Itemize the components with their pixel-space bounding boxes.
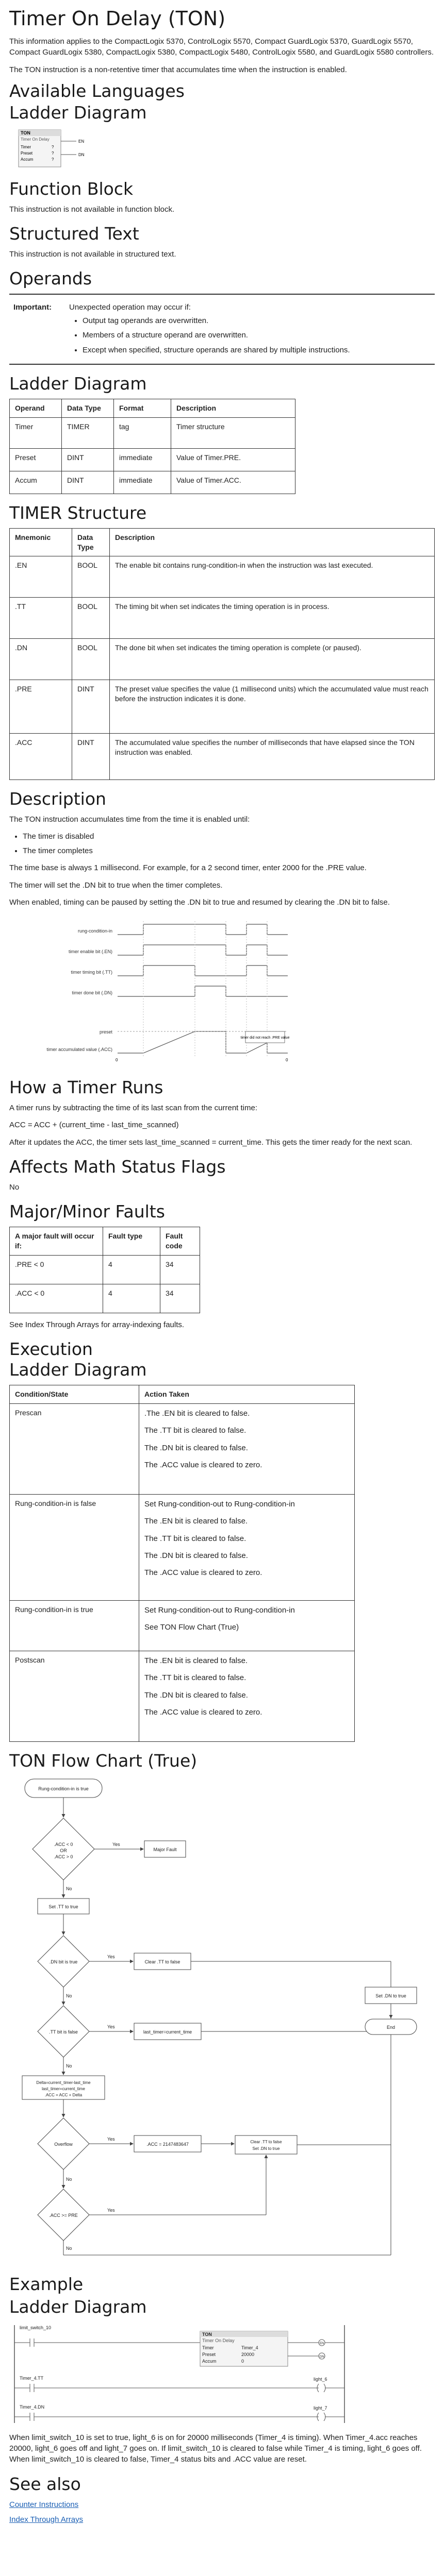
table-header: Format — [114, 399, 171, 417]
table-row — [10, 471, 295, 494]
link-index-through-arrays[interactable]: Index Through Arrays — [9, 2515, 84, 2524]
table-row — [10, 1255, 200, 1284]
description-text: The TON instruction accumulates time from the time it is enabled until: — [9, 815, 250, 824]
table-header: Fault code — [160, 1227, 200, 1256]
action-text: The .TT bit is cleared to false. — [144, 1534, 246, 1543]
table-cell: The timing bit when set indicates the timing operation is in process. — [110, 598, 435, 639]
ton-block-row-preset-value: ? — [52, 150, 54, 156]
flow-clear-tt-set-dn — [235, 2136, 297, 2154]
table-cell: .TT — [10, 598, 72, 639]
table-row — [10, 1600, 355, 1651]
table-cell: The done bit when set indicates the timing operation is complete (or paused). — [110, 639, 435, 680]
flow-decision-overflow-label: Overflow — [54, 2141, 73, 2147]
table-header: Action Taken — [139, 1385, 355, 1404]
example-heading: Example — [9, 2274, 84, 2294]
ton-block-title: TON — [21, 130, 30, 135]
action-text: The .TT bit is cleared to false. — [144, 1426, 246, 1435]
table-cell: Prescan — [10, 1403, 139, 1494]
action-text: The .EN bit is cleared to false. — [144, 1656, 248, 1665]
table-cell: 4 — [103, 1255, 160, 1284]
flow-acc-max-label: .ACC = 2147483647 — [146, 2141, 189, 2147]
example-ton-row-label: Preset — [202, 2351, 216, 2357]
table-cell: 34 — [160, 1284, 200, 1313]
action-text: The .ACC value is cleared to zero. — [144, 1568, 262, 1578]
table-cell: DINT — [62, 471, 114, 494]
timing-label: timer accumulated value (.ACC) — [46, 1047, 112, 1053]
table-cell — [139, 1651, 355, 1741]
important-item: • Members of a structure operand are overwritten. — [83, 330, 435, 341]
table-header: Data Type — [72, 528, 110, 556]
flow-no: No — [66, 1886, 72, 1891]
example-ton-row-value: 20000 — [241, 2351, 255, 2357]
flow-yes: Yes — [107, 2024, 115, 2029]
structured-text-heading: Structured Text — [9, 224, 139, 244]
timing-zero-label: 0 — [116, 1058, 118, 1063]
table-cell: .EN — [10, 556, 72, 598]
table-cell: DINT — [62, 448, 114, 471]
flow-no: No — [66, 2176, 72, 2182]
flow-yes: Yes — [107, 1954, 115, 1959]
how-timer-runs-text: After it updates the ACC, the timer sets last_time_scanned = current_time. This gets the timer ready for the next scan. — [9, 1138, 413, 1147]
table-cell: 4 — [103, 1284, 160, 1313]
example-ton-row-value: Timer_4 — [241, 2345, 258, 2350]
important-label: Important: — [13, 303, 52, 312]
table-cell — [139, 1600, 355, 1651]
faults-note: See Index Through Arrays for array-indexing faults. — [9, 1320, 185, 1329]
table-cell: immediate — [114, 471, 171, 494]
table-header-row — [10, 528, 435, 556]
flow-decision-acc-or: OR — [60, 1848, 67, 1853]
ton-block-row-timer-value: ? — [52, 144, 54, 149]
timer-structure-heading: TIMER Structure — [9, 502, 147, 523]
example-rung3-tag: Timer_4.DN — [20, 2404, 45, 2410]
table-header-row — [10, 1385, 355, 1404]
flow-delta-calc-label: last_timer=current_time — [42, 2086, 85, 2091]
table-header: Description — [171, 399, 295, 417]
faults-heading: Major/Minor Faults — [9, 1201, 165, 1222]
table-header: Mnemonic — [10, 528, 72, 556]
flow-no: No — [66, 2063, 72, 2069]
execution-table — [9, 1385, 355, 1742]
description-heading: Description — [9, 789, 106, 809]
action-text: Set Rung-condition-out to Rung-condition-in — [144, 1605, 295, 1615]
timer-structure-table — [9, 528, 435, 781]
ton-ladder-block — [15, 128, 98, 170]
summary-text: The TON instruction is a non-retentive timer that accumulates time when the instruction is enabled. — [9, 65, 347, 74]
example-out-dn: DN — [320, 2355, 324, 2359]
table-cell: .DN — [10, 639, 72, 680]
table-cell: .PRE — [10, 680, 72, 734]
timing-diagram — [9, 914, 319, 1069]
flow-decision-pre-label: .ACC >= PRE — [49, 2212, 78, 2218]
table-cell: BOOL — [72, 639, 110, 680]
flow-decision-acc-label: .ACC < 0 — [54, 1841, 73, 1847]
flow-chart-heading: TON Flow Chart (True) — [9, 1750, 198, 1771]
timing-label: timer timing bit (.TT) — [71, 970, 112, 975]
action-text: .The .EN bit is cleared to false. — [144, 1409, 250, 1418]
flow-last-time-label: last_timer=current_time — [143, 2029, 192, 2035]
example-rung3-out: light_7 — [314, 2405, 327, 2411]
table-cell: Accum — [10, 471, 62, 494]
table-cell — [139, 1494, 355, 1600]
ton-block-row-timer: Timer — [21, 144, 31, 149]
action-text: The .DN bit is cleared to false. — [144, 1443, 248, 1452]
table-row — [10, 734, 435, 780]
ton-block-subtitle: Timer On Delay — [21, 137, 50, 142]
structured-text-text: This instruction is not available in structured text. — [9, 249, 176, 259]
ladder-diagram-heading: Ladder Diagram — [9, 102, 147, 123]
timing-zero-label: 0 — [286, 1058, 288, 1063]
table-header: Operand — [10, 399, 62, 417]
function-block-text: This instruction is not available in function block. — [9, 205, 175, 214]
divider — [9, 364, 435, 365]
table-header: Description — [110, 528, 435, 556]
table-cell: Timer — [10, 417, 62, 448]
action-text: The .ACC value is cleared to zero. — [144, 1707, 262, 1717]
table-cell: .PRE < 0 — [10, 1255, 103, 1284]
table-cell: DINT — [72, 734, 110, 780]
see-also-heading: See also — [9, 2473, 81, 2494]
flow-set-dn-label: Set .DN to true — [375, 1993, 406, 1998]
description-bullet: • The timer completes — [23, 846, 435, 856]
available-languages-heading: Available Languages — [9, 80, 185, 101]
table-header-row — [10, 1227, 200, 1256]
table-cell: Timer structure — [171, 417, 295, 448]
intro-text: This information applies to the CompactLogix 5370, ControlLogix 5570, Compact GuardLogix 5370, GuardLogix 5570, Compact GuardLogix 5380, CompactLogix 5380, CompactLogix 5480, ControlLogix 5580, and GuardLogix 5580 controllers. — [9, 37, 434, 57]
table-row — [10, 598, 435, 639]
timing-label: rung-condition-in — [77, 928, 112, 934]
flow-set-tt-label: Set .TT to true — [48, 1904, 78, 1909]
action-text: The .EN bit is cleared to false. — [144, 1517, 248, 1526]
timing-label: timer enable bit (.EN) — [68, 949, 112, 955]
example-rung2-tag: Timer_4.TT — [20, 2375, 44, 2381]
timing-label: preset — [99, 1029, 112, 1035]
ton-block-out-en: EN — [78, 139, 85, 144]
example-ladder-diagram — [9, 2322, 370, 2425]
flow-decision-tt-label: .TT bit is false — [49, 2029, 78, 2035]
table-cell: The preset value specifies the value (1 millisecond units) which the accumulated value must reach before the instruction indicates it is done. — [110, 680, 435, 734]
table-cell — [139, 1403, 355, 1494]
example-ton-row-label: Accum — [202, 2358, 217, 2364]
timing-label: timer done bit (.DN) — [72, 990, 112, 996]
example-ladder-heading: Ladder Diagram — [9, 2296, 147, 2317]
table-header: A major fault will occur if: — [10, 1227, 103, 1256]
ton-block-out-dn: DN — [78, 152, 85, 157]
important-note — [9, 303, 435, 360]
divider — [9, 294, 435, 295]
table-cell: The enable bit contains rung-condition-in when the instruction was last executed. — [110, 556, 435, 598]
table-header-row — [10, 399, 295, 417]
important-item: • Output tag operands are overwritten. — [83, 316, 435, 326]
table-cell: tag — [114, 417, 171, 448]
how-timer-runs-formula: ACC = ACC + (current_time - last_time_scanned) — [9, 1121, 179, 1130]
table-header: Condition/State — [10, 1385, 139, 1404]
flow-no: No — [66, 2245, 72, 2251]
page-title: Timer On Delay (TON) — [9, 7, 226, 30]
description-text: The time base is always 1 millisecond. For example, for a 2 second timer, enter 2000 for the .PRE value. — [9, 863, 367, 873]
action-text: Set Rung-condition-out to Rung-condition-in — [144, 1499, 295, 1509]
table-cell: Value of Timer.PRE. — [171, 448, 295, 471]
action-text: The .DN bit is cleared to false. — [144, 1551, 248, 1560]
table-cell: BOOL — [72, 598, 110, 639]
action-text: The .TT bit is cleared to false. — [144, 1673, 246, 1683]
flow-clear-tt-label: Clear .TT to false — [144, 1959, 180, 1964]
flow-start-label: Rung-condition-in is true — [38, 1786, 89, 1791]
table-header: Fault type — [103, 1227, 160, 1256]
function-block-heading: Function Block — [9, 178, 134, 199]
flow-yes: Yes — [112, 1841, 120, 1847]
timing-annotation: timer did not reach .PRE value — [240, 1036, 290, 1040]
action-text: See TON Flow Chart (True) — [144, 1623, 239, 1632]
table-cell: immediate — [114, 448, 171, 471]
execution-ladder-heading: Ladder Diagram — [9, 1360, 147, 1380]
table-cell: Rung-condition-in is true — [10, 1600, 139, 1651]
description-text: The timer will set the .DN bit to true when the timer completes. — [9, 880, 223, 890]
how-timer-runs-heading: How a Timer Runs — [9, 1077, 163, 1098]
execution-heading: Execution — [9, 1339, 93, 1360]
table-cell: BOOL — [72, 556, 110, 598]
table-row — [10, 1494, 355, 1600]
example-ton-row-label: Timer — [202, 2345, 214, 2350]
table-row — [10, 1651, 355, 1741]
example-rung2-out: light_6 — [314, 2376, 327, 2382]
ton-block-row-preset: Preset — [21, 150, 33, 156]
table-row — [10, 680, 435, 734]
ton-flow-chart — [9, 1776, 435, 2265]
ton-block-row-accum: Accum — [21, 157, 34, 162]
table-cell: Preset — [10, 448, 62, 471]
table-cell: DINT — [72, 680, 110, 734]
table-cell: The accumulated value specifies the number of milliseconds that have elapsed since the TON instruction was enabled. — [110, 734, 435, 780]
table-cell: Value of Timer.ACC. — [171, 471, 295, 494]
table-row — [10, 556, 435, 598]
description-bullet: • The timer is disabled — [23, 832, 435, 842]
important-text: Unexpected operation may occur if: — [69, 303, 191, 312]
table-row — [10, 1284, 200, 1313]
example-ton-subtitle: Timer On Delay — [202, 2337, 235, 2343]
table-row — [10, 448, 295, 471]
table-row — [10, 639, 435, 680]
action-text: The .ACC value is cleared to zero. — [144, 1460, 262, 1469]
flow-clear-tt-set-dn-label: Set .DN to true — [252, 2146, 280, 2151]
table-header: Data Type — [62, 399, 114, 417]
link-counter-instructions[interactable]: Counter Instructions — [9, 2500, 79, 2509]
flow-yes: Yes — [107, 2207, 115, 2213]
operands-ladder-heading: Ladder Diagram — [9, 373, 147, 394]
faults-table — [9, 1227, 200, 1313]
how-timer-runs-text: A timer runs by subtracting the time of its last scan from the current time: — [9, 1104, 258, 1113]
table-cell: TIMER — [62, 417, 114, 448]
table-cell: 34 — [160, 1255, 200, 1284]
flow-no: No — [66, 1993, 72, 1998]
example-text: When limit_switch_10 is set to true, light_6 is on for 20000 milliseconds (Timer_4 is timing). When Timer_4.acc reaches 20000, light_6 goes off and light_7 goes on. If limit_switch_10 is cleared to false while Timer_4 is timing, light_6 goes off. When limit_switch_10 is cleared to false, Timer_4 status bits and .ACC value are reset. — [9, 2433, 422, 2464]
operands-table — [9, 399, 295, 494]
description-text: When enabled, timing can be paused by setting the .DN bit to true and resumed by clearing the .DN bit to false. — [9, 897, 390, 907]
flow-decision-dn-label: .DN bit is true — [49, 1959, 78, 1964]
table-cell: .ACC < 0 — [10, 1284, 103, 1313]
flow-delta-calc-label: Delta=current_timer-last_time — [36, 2080, 91, 2085]
example-ton-title: TON — [202, 2331, 212, 2337]
flow-yes: Yes — [107, 2136, 115, 2142]
table-row — [10, 417, 295, 448]
flow-major-fault-label: Major Fault — [153, 1846, 177, 1852]
important-body — [69, 303, 435, 360]
example-out-en: EN — [320, 2342, 324, 2345]
example-rung1-tag: limit_switch_10 — [20, 2325, 52, 2330]
flow-decision-acc-label2: .ACC > 0 — [54, 1854, 73, 1859]
important-item: • Except when specified, structure operands are shared by multiple instructions. — [83, 345, 435, 355]
action-text: The .DN bit is cleared to false. — [144, 1690, 248, 1700]
table-cell: Rung-condition-in is false — [10, 1494, 139, 1600]
flow-end-label: End — [386, 2024, 396, 2030]
operands-heading: Operands — [9, 268, 92, 289]
example-ton-row-value: 0 — [241, 2358, 244, 2364]
table-cell: .ACC — [10, 734, 72, 780]
math-flags-heading: Affects Math Status Flags — [9, 1156, 226, 1177]
math-flags-text: No — [9, 1182, 20, 1192]
flow-clear-tt-set-dn-label: Clear .TT to false — [250, 2139, 282, 2144]
table-cell: Postscan — [10, 1651, 139, 1741]
ton-block-row-accum-value: ? — [52, 157, 54, 162]
table-row — [10, 1403, 355, 1494]
flow-delta-calc-label: .ACC = ACC + Delta — [44, 2092, 83, 2097]
